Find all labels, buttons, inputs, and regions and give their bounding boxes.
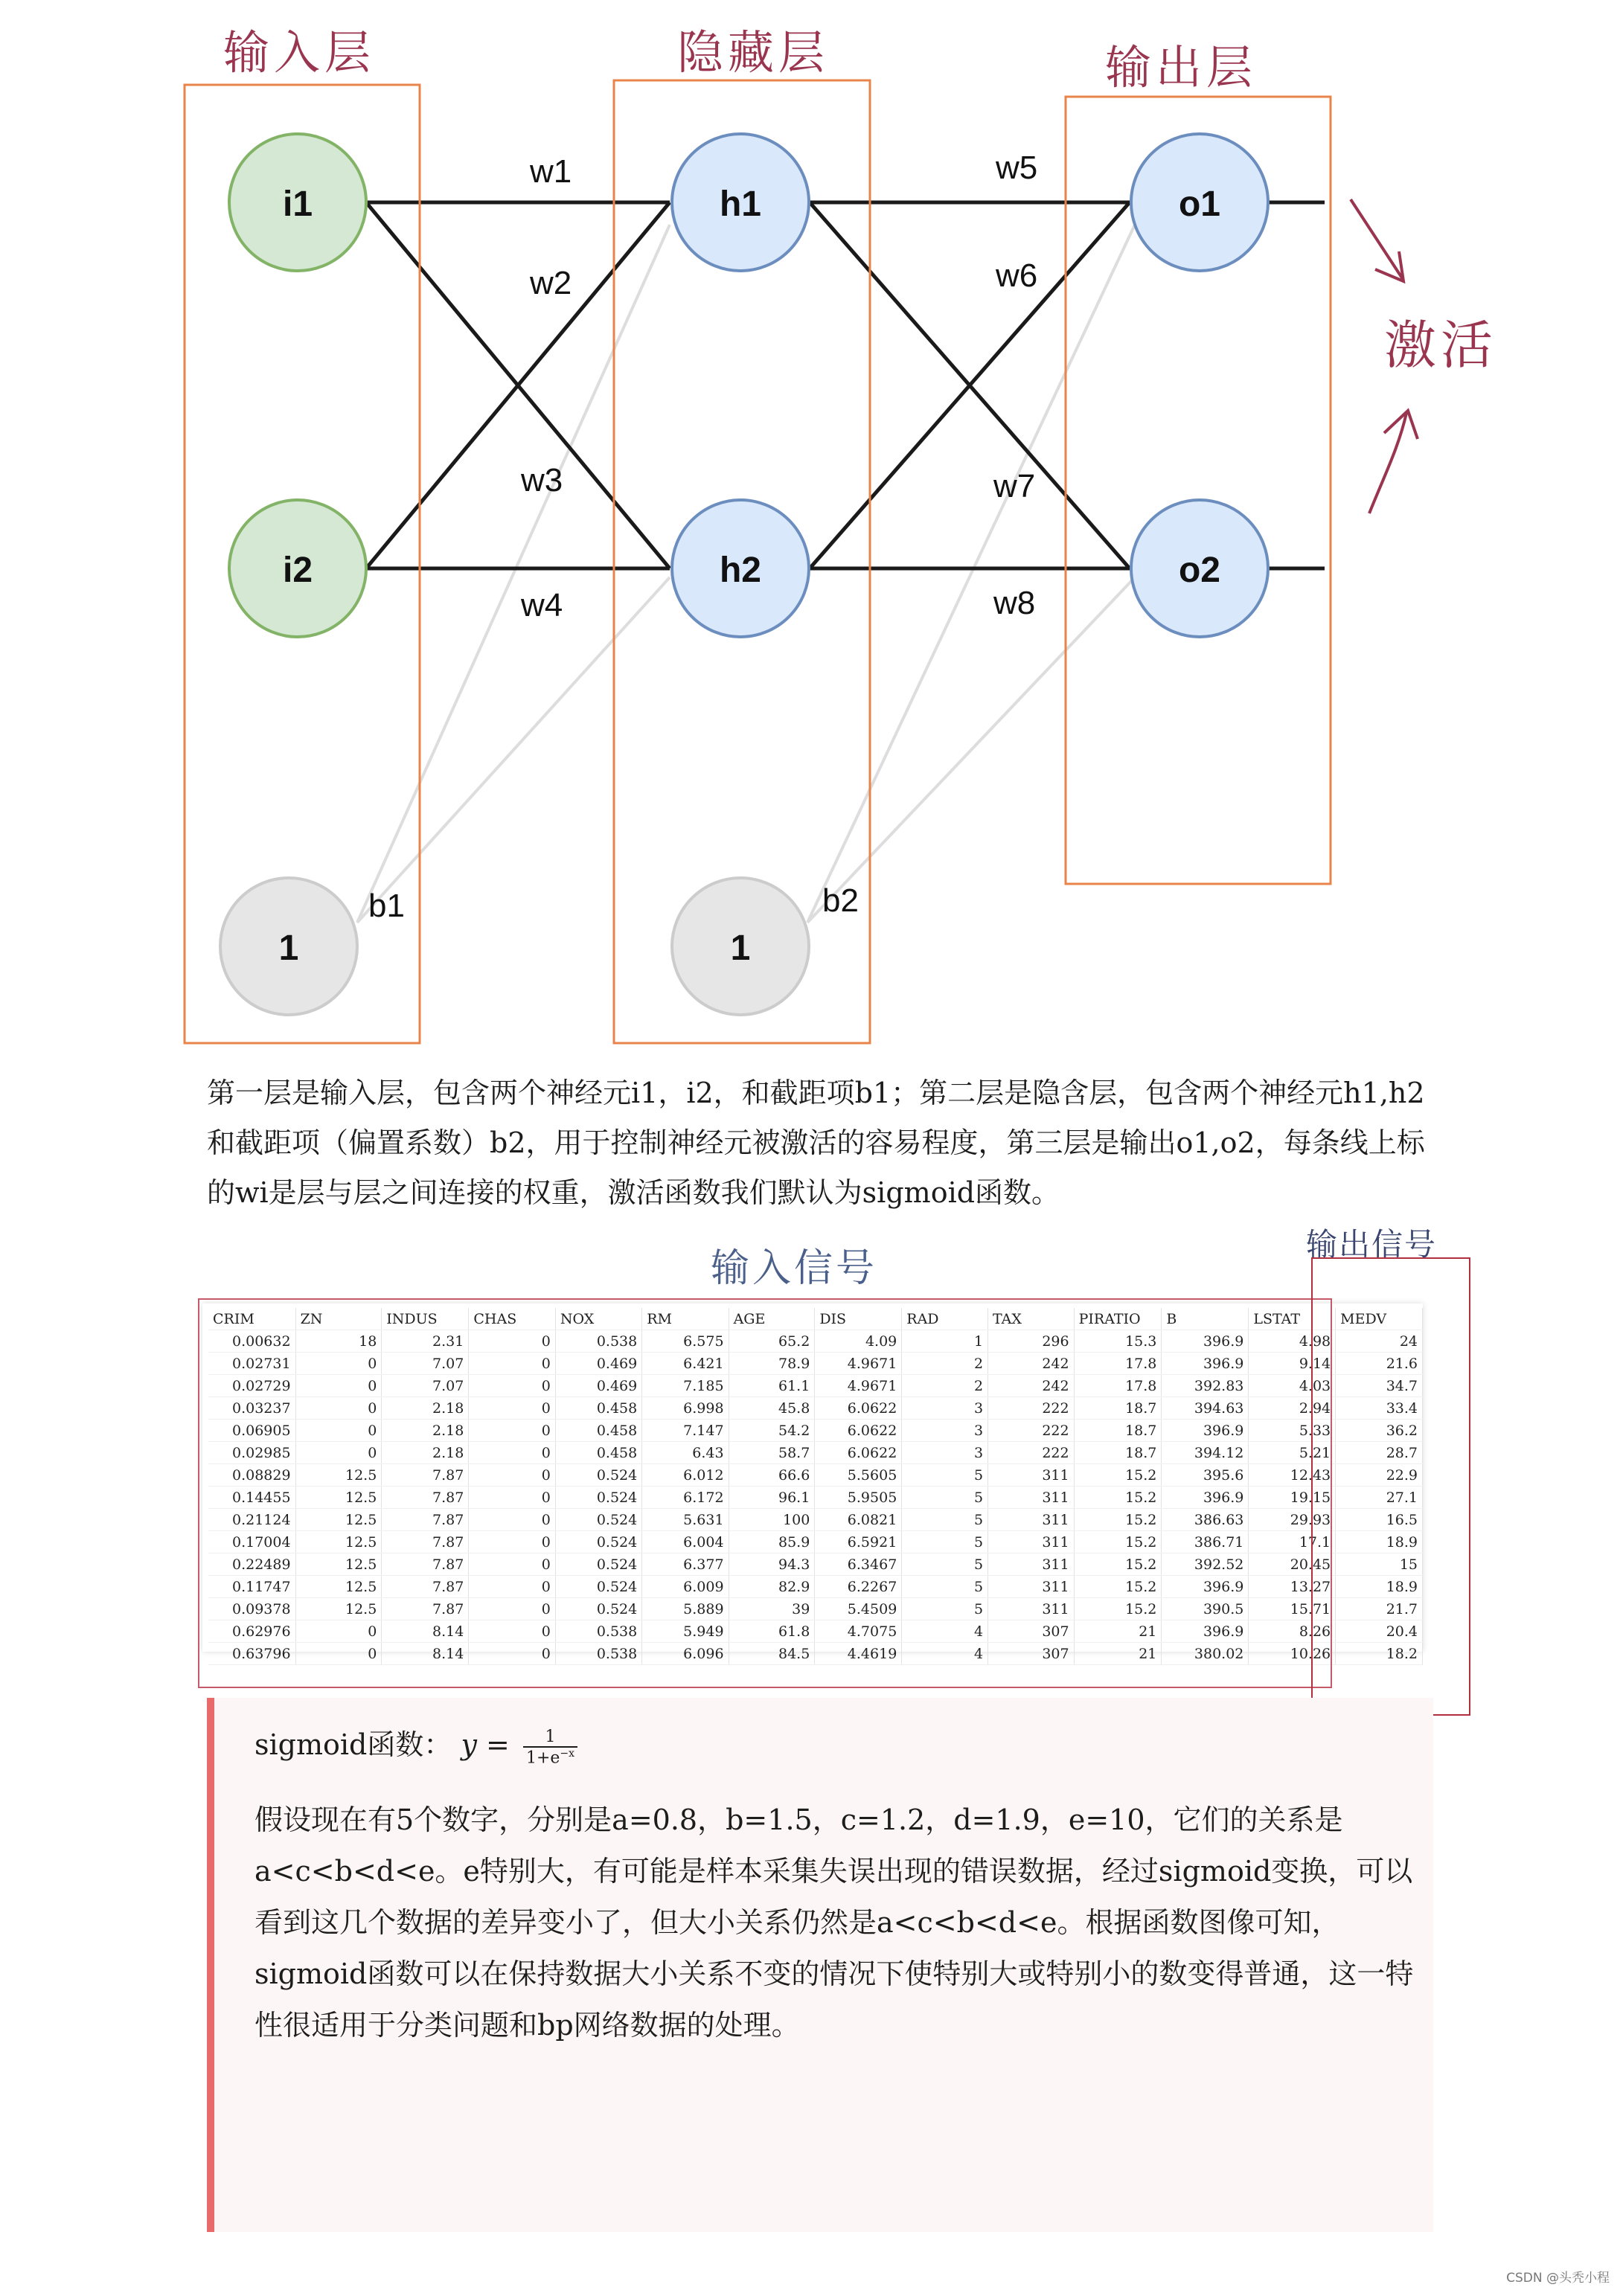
table-header-cell: RAD — [902, 1308, 988, 1330]
table-cell: 15.2 — [1074, 1464, 1162, 1487]
table-cell: 0.538 — [555, 1330, 641, 1353]
table-cell: 0.03237 — [208, 1397, 295, 1420]
table-cell: 7.87 — [382, 1553, 469, 1576]
table-cell: 0.02731 — [208, 1353, 295, 1375]
bias2-o1-edge — [807, 225, 1135, 923]
table-cell: 0.22489 — [208, 1553, 295, 1576]
table-cell: 0 — [295, 1620, 382, 1643]
node-i2-label: i2 — [282, 551, 313, 590]
input-layer-annotation: 输入层 — [223, 25, 376, 80]
activation-arrow-down-icon — [1351, 199, 1403, 281]
table-cell: 4.98 — [1249, 1330, 1336, 1353]
table-cell: 12.5 — [295, 1487, 382, 1509]
table-cell: 6.2267 — [815, 1576, 902, 1598]
sigmoid-label: sigmoid函数： — [255, 1728, 452, 1761]
table-cell: 6.0821 — [815, 1509, 902, 1531]
table-cell: 5 — [902, 1464, 988, 1487]
table-cell: 61.8 — [729, 1620, 815, 1643]
table-cell: 45.8 — [729, 1397, 815, 1420]
table-cell: 311 — [988, 1576, 1075, 1598]
table-cell: 0 — [469, 1620, 556, 1643]
table-cell: 0.524 — [555, 1553, 641, 1576]
table-cell: 0 — [469, 1598, 556, 1620]
table-cell: 0 — [469, 1553, 556, 1576]
watermark: CSDN @头秃小程 — [1506, 2271, 1610, 2286]
table-header-cell: B — [1162, 1308, 1249, 1330]
table-cell: 18 — [295, 1330, 382, 1353]
table-cell: 0 — [469, 1643, 556, 1665]
table-cell: 15.2 — [1074, 1576, 1162, 1598]
table-cell: 15.71 — [1249, 1598, 1336, 1620]
weight-label-w5: w5 — [996, 150, 1038, 186]
table-cell: 396.9 — [1162, 1576, 1249, 1598]
table-cell: 0.538 — [555, 1643, 641, 1665]
sigmoid-explanation-paragraph: 假设现在有5个数字，分别是a=0.8，b=1.5，c=1.2，d=1.9，e=10，它们的关系是a<c<b<d<e。e特别大，有可能是样本采集失误出现的错误数据，经过sigmoid变换，可以看到这几个数据的差异变小了，但大小关系仍然是a<c<b<d<e。根据函数图像可知，sigmoid函数可以在保持数据大小关系不变的情况下使特别大或特别小的数变得普通，这一特性很适用于分类问题和bp网络数据的处理。 — [255, 1803, 1414, 2042]
table-header-cell: AGE — [729, 1308, 815, 1330]
table-cell: 5 — [902, 1576, 988, 1598]
table-cell: 82.9 — [729, 1576, 815, 1598]
table-header-cell: TAX — [988, 1308, 1075, 1330]
table-cell: 7.185 — [642, 1375, 729, 1397]
input-signal-annotation: 输入信号 — [711, 1246, 878, 1291]
table-cell: 0.21124 — [208, 1509, 295, 1531]
weight-label-w4: w4 — [521, 587, 563, 623]
table-cell: 4.4619 — [815, 1643, 902, 1665]
output-signal-annotation: 输出信号 — [1306, 1226, 1438, 1263]
table-header-cell: CHAS — [469, 1308, 556, 1330]
table-cell: 20.45 — [1249, 1553, 1336, 1576]
formula-numerator: 1 — [523, 1728, 577, 1748]
table-cell: 6.377 — [642, 1553, 729, 1576]
table-cell: 33.4 — [1336, 1397, 1423, 1420]
table-cell: 4.03 — [1249, 1375, 1336, 1397]
table-cell: 58.7 — [729, 1442, 815, 1464]
table-cell: 12.5 — [295, 1553, 382, 1576]
table-cell: 17.8 — [1074, 1375, 1162, 1397]
table-cell: 386.63 — [1162, 1509, 1249, 1531]
table-cell: 8.14 — [382, 1620, 469, 1643]
table-cell: 8.14 — [382, 1643, 469, 1665]
table-cell: 21.7 — [1336, 1598, 1423, 1620]
table-cell: 0.02729 — [208, 1375, 295, 1397]
table-cell: 0 — [295, 1375, 382, 1397]
table-header-cell: NOX — [555, 1308, 641, 1330]
table-cell: 5.21 — [1249, 1442, 1336, 1464]
table-cell: 8.26 — [1249, 1620, 1336, 1643]
table-cell: 242 — [988, 1375, 1075, 1397]
sigmoid-formula — [255, 1722, 577, 1767]
table-cell: 19.15 — [1249, 1487, 1336, 1509]
table-cell: 296 — [988, 1330, 1075, 1353]
input-signal-box — [198, 1298, 1332, 1688]
table-cell: 242 — [988, 1353, 1075, 1375]
activation-annotation: 激活 — [1384, 315, 1497, 376]
node-i1-label: i1 — [282, 185, 313, 224]
table-cell: 12.5 — [295, 1576, 382, 1598]
neural-network-diagram — [0, 0, 1623, 1056]
table-cell: 0.00632 — [208, 1330, 295, 1353]
table-cell: 18.7 — [1074, 1397, 1162, 1420]
table-cell: 22.9 — [1336, 1464, 1423, 1487]
table-cell: 6.3467 — [815, 1553, 902, 1576]
node-o1-label: o1 — [1178, 185, 1221, 224]
table-cell: 27.1 — [1336, 1487, 1423, 1509]
bias2-o2-edge — [807, 577, 1135, 923]
table-cell: 396.9 — [1162, 1353, 1249, 1375]
node-h1-label: h1 — [719, 185, 762, 224]
table-cell: 5 — [902, 1531, 988, 1553]
table-cell: 395.6 — [1162, 1464, 1249, 1487]
table-cell: 386.71 — [1162, 1531, 1249, 1553]
table-cell: 94.3 — [729, 1553, 815, 1576]
table-cell: 6.012 — [642, 1464, 729, 1487]
table-cell: 311 — [988, 1464, 1075, 1487]
sigmoid-quote-block — [207, 1698, 1433, 2232]
table-cell: 0 — [295, 1397, 382, 1420]
table-cell: 2.31 — [382, 1330, 469, 1353]
bias-label-b2: b2 — [822, 882, 859, 919]
table-cell: 12.5 — [295, 1598, 382, 1620]
table-cell: 394.12 — [1162, 1442, 1249, 1464]
table-cell: 0 — [469, 1576, 556, 1598]
formula-fraction — [523, 1728, 577, 1767]
table-cell: 12.43 — [1249, 1464, 1336, 1487]
activation-arrow-up-icon — [1369, 411, 1418, 513]
table-cell: 5.4509 — [815, 1598, 902, 1620]
table-cell: 0.524 — [555, 1509, 641, 1531]
table-cell: 13.27 — [1249, 1576, 1336, 1598]
table-cell: 5.9505 — [815, 1487, 902, 1509]
table-cell: 3 — [902, 1442, 988, 1464]
table-cell: 0.11747 — [208, 1576, 295, 1598]
bias1-h1-edge — [357, 225, 670, 923]
table-cell: 0.469 — [555, 1353, 641, 1375]
table-cell: 0 — [469, 1509, 556, 1531]
table-cell: 18.7 — [1074, 1420, 1162, 1442]
table-cell: 5.631 — [642, 1509, 729, 1531]
table-cell: 0.14455 — [208, 1487, 295, 1509]
table-cell: 0 — [469, 1487, 556, 1509]
node-bias1-label: 1 — [278, 929, 299, 968]
table-cell: 10.26 — [1249, 1643, 1336, 1665]
table-cell: 5 — [902, 1509, 988, 1531]
table-cell: 6.43 — [642, 1442, 729, 1464]
table-cell: 4 — [902, 1620, 988, 1643]
weight-label-w7: w7 — [993, 468, 1036, 504]
table-cell: 311 — [988, 1509, 1075, 1531]
table-cell: 61.1 — [729, 1375, 815, 1397]
table-cell: 0.63796 — [208, 1643, 295, 1665]
table-cell: 18.9 — [1336, 1531, 1423, 1553]
table-cell: 6.0622 — [815, 1442, 902, 1464]
table-cell: 6.172 — [642, 1487, 729, 1509]
table-cell: 6.009 — [642, 1576, 729, 1598]
table-cell: 6.096 — [642, 1643, 729, 1665]
table-cell: 39 — [729, 1598, 815, 1620]
weight-label-w8: w8 — [993, 585, 1036, 621]
table-header-cell: LSTAT — [1249, 1308, 1336, 1330]
table-cell: 12.5 — [295, 1509, 382, 1531]
table-cell: 6.0622 — [815, 1420, 902, 1442]
table-cell: 4.9671 — [815, 1353, 902, 1375]
table-cell: 2 — [902, 1375, 988, 1397]
table-cell: 0.469 — [555, 1375, 641, 1397]
table-cell: 15.2 — [1074, 1531, 1162, 1553]
table-cell: 6.5921 — [815, 1531, 902, 1553]
table-cell: 0.02985 — [208, 1442, 295, 1464]
weight-label-w6: w6 — [996, 257, 1038, 294]
table-header-cell: DIS — [815, 1308, 902, 1330]
table-cell: 9.14 — [1249, 1353, 1336, 1375]
table-cell: 17.8 — [1074, 1353, 1162, 1375]
table-cell: 12.5 — [295, 1464, 382, 1487]
table-cell: 12.5 — [295, 1531, 382, 1553]
table-cell: 311 — [988, 1598, 1075, 1620]
table-cell: 21.6 — [1336, 1353, 1423, 1375]
table-cell: 100 — [729, 1509, 815, 1531]
node-o2-label: o2 — [1178, 551, 1221, 590]
table-cell: 0 — [295, 1353, 382, 1375]
node-bias2-label: 1 — [730, 929, 751, 968]
table-cell: 222 — [988, 1397, 1075, 1420]
table-cell: 15.2 — [1074, 1553, 1162, 1576]
table-cell: 7.07 — [382, 1375, 469, 1397]
table-cell: 0.458 — [555, 1397, 641, 1420]
table-header-cell: RM — [642, 1308, 729, 1330]
table-cell: 7.87 — [382, 1509, 469, 1531]
table-cell: 0.524 — [555, 1598, 641, 1620]
table-cell: 2.18 — [382, 1397, 469, 1420]
table-cell: 5.5605 — [815, 1464, 902, 1487]
weight-label-w3: w3 — [521, 462, 563, 498]
table-cell: 0.524 — [555, 1464, 641, 1487]
table-header-cell: PIRATIO — [1074, 1308, 1162, 1330]
table-cell: 7.87 — [382, 1464, 469, 1487]
weight-label-w2: w2 — [530, 265, 572, 301]
table-cell: 0.458 — [555, 1420, 641, 1442]
table-cell: 4 — [902, 1643, 988, 1665]
hidden-layer-annotation: 隐藏层 — [677, 25, 830, 80]
table-cell: 0.458 — [555, 1442, 641, 1464]
table-cell: 5 — [902, 1487, 988, 1509]
table-cell: 21 — [1074, 1643, 1162, 1665]
table-cell: 390.5 — [1162, 1598, 1249, 1620]
formula-lhs: y = — [461, 1728, 510, 1761]
table-cell: 222 — [988, 1420, 1075, 1442]
table-cell: 2 — [902, 1353, 988, 1375]
table-cell: 307 — [988, 1643, 1075, 1665]
table-cell: 15 — [1336, 1553, 1423, 1576]
table-cell: 396.9 — [1162, 1330, 1249, 1353]
table-cell: 311 — [988, 1531, 1075, 1553]
table-cell: 24 — [1336, 1330, 1423, 1353]
table-cell: 7.87 — [382, 1531, 469, 1553]
table-cell: 222 — [988, 1442, 1075, 1464]
formula-exponent: −x — [560, 1747, 575, 1760]
table-cell: 96.1 — [729, 1487, 815, 1509]
table-cell: 15.3 — [1074, 1330, 1162, 1353]
table-cell: 65.2 — [729, 1330, 815, 1353]
table-cell: 0.08829 — [208, 1464, 295, 1487]
table-cell: 20.4 — [1336, 1620, 1423, 1643]
table-cell: 2.18 — [382, 1420, 469, 1442]
table-cell: 34.7 — [1336, 1375, 1423, 1397]
table-cell: 380.02 — [1162, 1643, 1249, 1665]
table-cell: 7.87 — [382, 1598, 469, 1620]
table-cell: 0.524 — [555, 1531, 641, 1553]
table-cell: 66.6 — [729, 1464, 815, 1487]
table-cell: 0 — [469, 1464, 556, 1487]
table-cell: 392.52 — [1162, 1553, 1249, 1576]
table-cell: 1 — [902, 1330, 988, 1353]
table-cell: 15.2 — [1074, 1487, 1162, 1509]
description-paragraph: 第一层是输入层，包含两个神经元i1，i2，和截距项b1；第二层是隐含层，包含两个神经元h1,h2和截距项（偏置系数）b2，用于控制神经元被激活的容易程度，第三层是输出o1,o2，每条线上标的wi是层与层之间连接的权重，激活函数我们默认为sigmoid函数。 — [207, 1077, 1425, 1209]
table-cell: 396.9 — [1162, 1487, 1249, 1509]
table-cell: 18.7 — [1074, 1442, 1162, 1464]
table-cell: 0.09378 — [208, 1598, 295, 1620]
table-cell: 54.2 — [729, 1420, 815, 1442]
table-cell: 4.9671 — [815, 1375, 902, 1397]
table-cell: 3 — [902, 1420, 988, 1442]
table-cell: 396.9 — [1162, 1420, 1249, 1442]
table-cell: 5 — [902, 1553, 988, 1576]
table-cell: 84.5 — [729, 1643, 815, 1665]
table-cell: 0 — [469, 1330, 556, 1353]
table-cell: 17.1 — [1249, 1531, 1336, 1553]
table-cell: 0 — [469, 1531, 556, 1553]
table-cell: 6.0622 — [815, 1397, 902, 1420]
table-cell: 4.09 — [815, 1330, 902, 1353]
formula-denominator — [523, 1748, 577, 1767]
table-cell: 396.9 — [1162, 1620, 1249, 1643]
table-cell: 15.2 — [1074, 1509, 1162, 1531]
table-header-cell: CRIM — [208, 1308, 295, 1330]
table-cell: 307 — [988, 1620, 1075, 1643]
table-cell: 29.93 — [1249, 1509, 1336, 1531]
table-cell: 18.2 — [1336, 1643, 1423, 1665]
table-cell: 18.9 — [1336, 1576, 1423, 1598]
table-cell: 7.07 — [382, 1353, 469, 1375]
table-cell: 0 — [295, 1420, 382, 1442]
table-cell: 0 — [469, 1420, 556, 1442]
table-cell: 7.147 — [642, 1420, 729, 1442]
table-cell: 15.2 — [1074, 1598, 1162, 1620]
table-cell: 0 — [469, 1442, 556, 1464]
table-cell: 0.06905 — [208, 1420, 295, 1442]
output-signal-box — [1311, 1257, 1470, 1716]
table-cell: 3 — [902, 1397, 988, 1420]
table-cell: 0.524 — [555, 1487, 641, 1509]
table-cell: 16.5 — [1336, 1509, 1423, 1531]
table-header-cell: ZN — [295, 1308, 382, 1330]
table-cell: 6.004 — [642, 1531, 729, 1553]
bias1-h2-edge — [357, 577, 670, 923]
table-cell: 21 — [1074, 1620, 1162, 1643]
table-cell: 0 — [295, 1643, 382, 1665]
table-cell: 6.575 — [642, 1330, 729, 1353]
table-cell: 394.63 — [1162, 1397, 1249, 1420]
table-cell: 2.18 — [382, 1442, 469, 1464]
table-cell: 4.7075 — [815, 1620, 902, 1643]
table-cell: 5.949 — [642, 1620, 729, 1643]
table-header-cell: MEDV — [1336, 1308, 1423, 1330]
table-cell: 36.2 — [1336, 1420, 1423, 1442]
table-cell: 311 — [988, 1553, 1075, 1576]
table-cell: 7.87 — [382, 1487, 469, 1509]
output-layer-annotation: 输出层 — [1105, 40, 1258, 94]
table-cell: 392.83 — [1162, 1375, 1249, 1397]
table-cell: 5.889 — [642, 1598, 729, 1620]
table-cell: 7.87 — [382, 1576, 469, 1598]
table-cell: 0 — [295, 1442, 382, 1464]
table-cell: 85.9 — [729, 1531, 815, 1553]
table-cell: 6.998 — [642, 1397, 729, 1420]
table-cell: 28.7 — [1336, 1442, 1423, 1464]
bias-label-b1: b1 — [368, 888, 405, 924]
table-cell: 5 — [902, 1598, 988, 1620]
table-cell: 6.421 — [642, 1353, 729, 1375]
table-cell: 78.9 — [729, 1353, 815, 1375]
table-cell: 0 — [469, 1375, 556, 1397]
weight-label-w1: w1 — [530, 153, 572, 190]
table-cell: 0.538 — [555, 1620, 641, 1643]
table-cell: 2.94 — [1249, 1397, 1336, 1420]
table-cell: 0.524 — [555, 1576, 641, 1598]
formula-den-base: 1+e — [525, 1748, 560, 1768]
table-cell: 0.62976 — [208, 1620, 295, 1643]
table-header-cell: INDUS — [382, 1308, 469, 1330]
table-cell: 0 — [469, 1397, 556, 1420]
table-cell: 0 — [469, 1353, 556, 1375]
table-cell: 311 — [988, 1487, 1075, 1509]
table-cell: 5.33 — [1249, 1420, 1336, 1442]
node-h2-label: h2 — [719, 551, 762, 590]
table-cell: 0.17004 — [208, 1531, 295, 1553]
